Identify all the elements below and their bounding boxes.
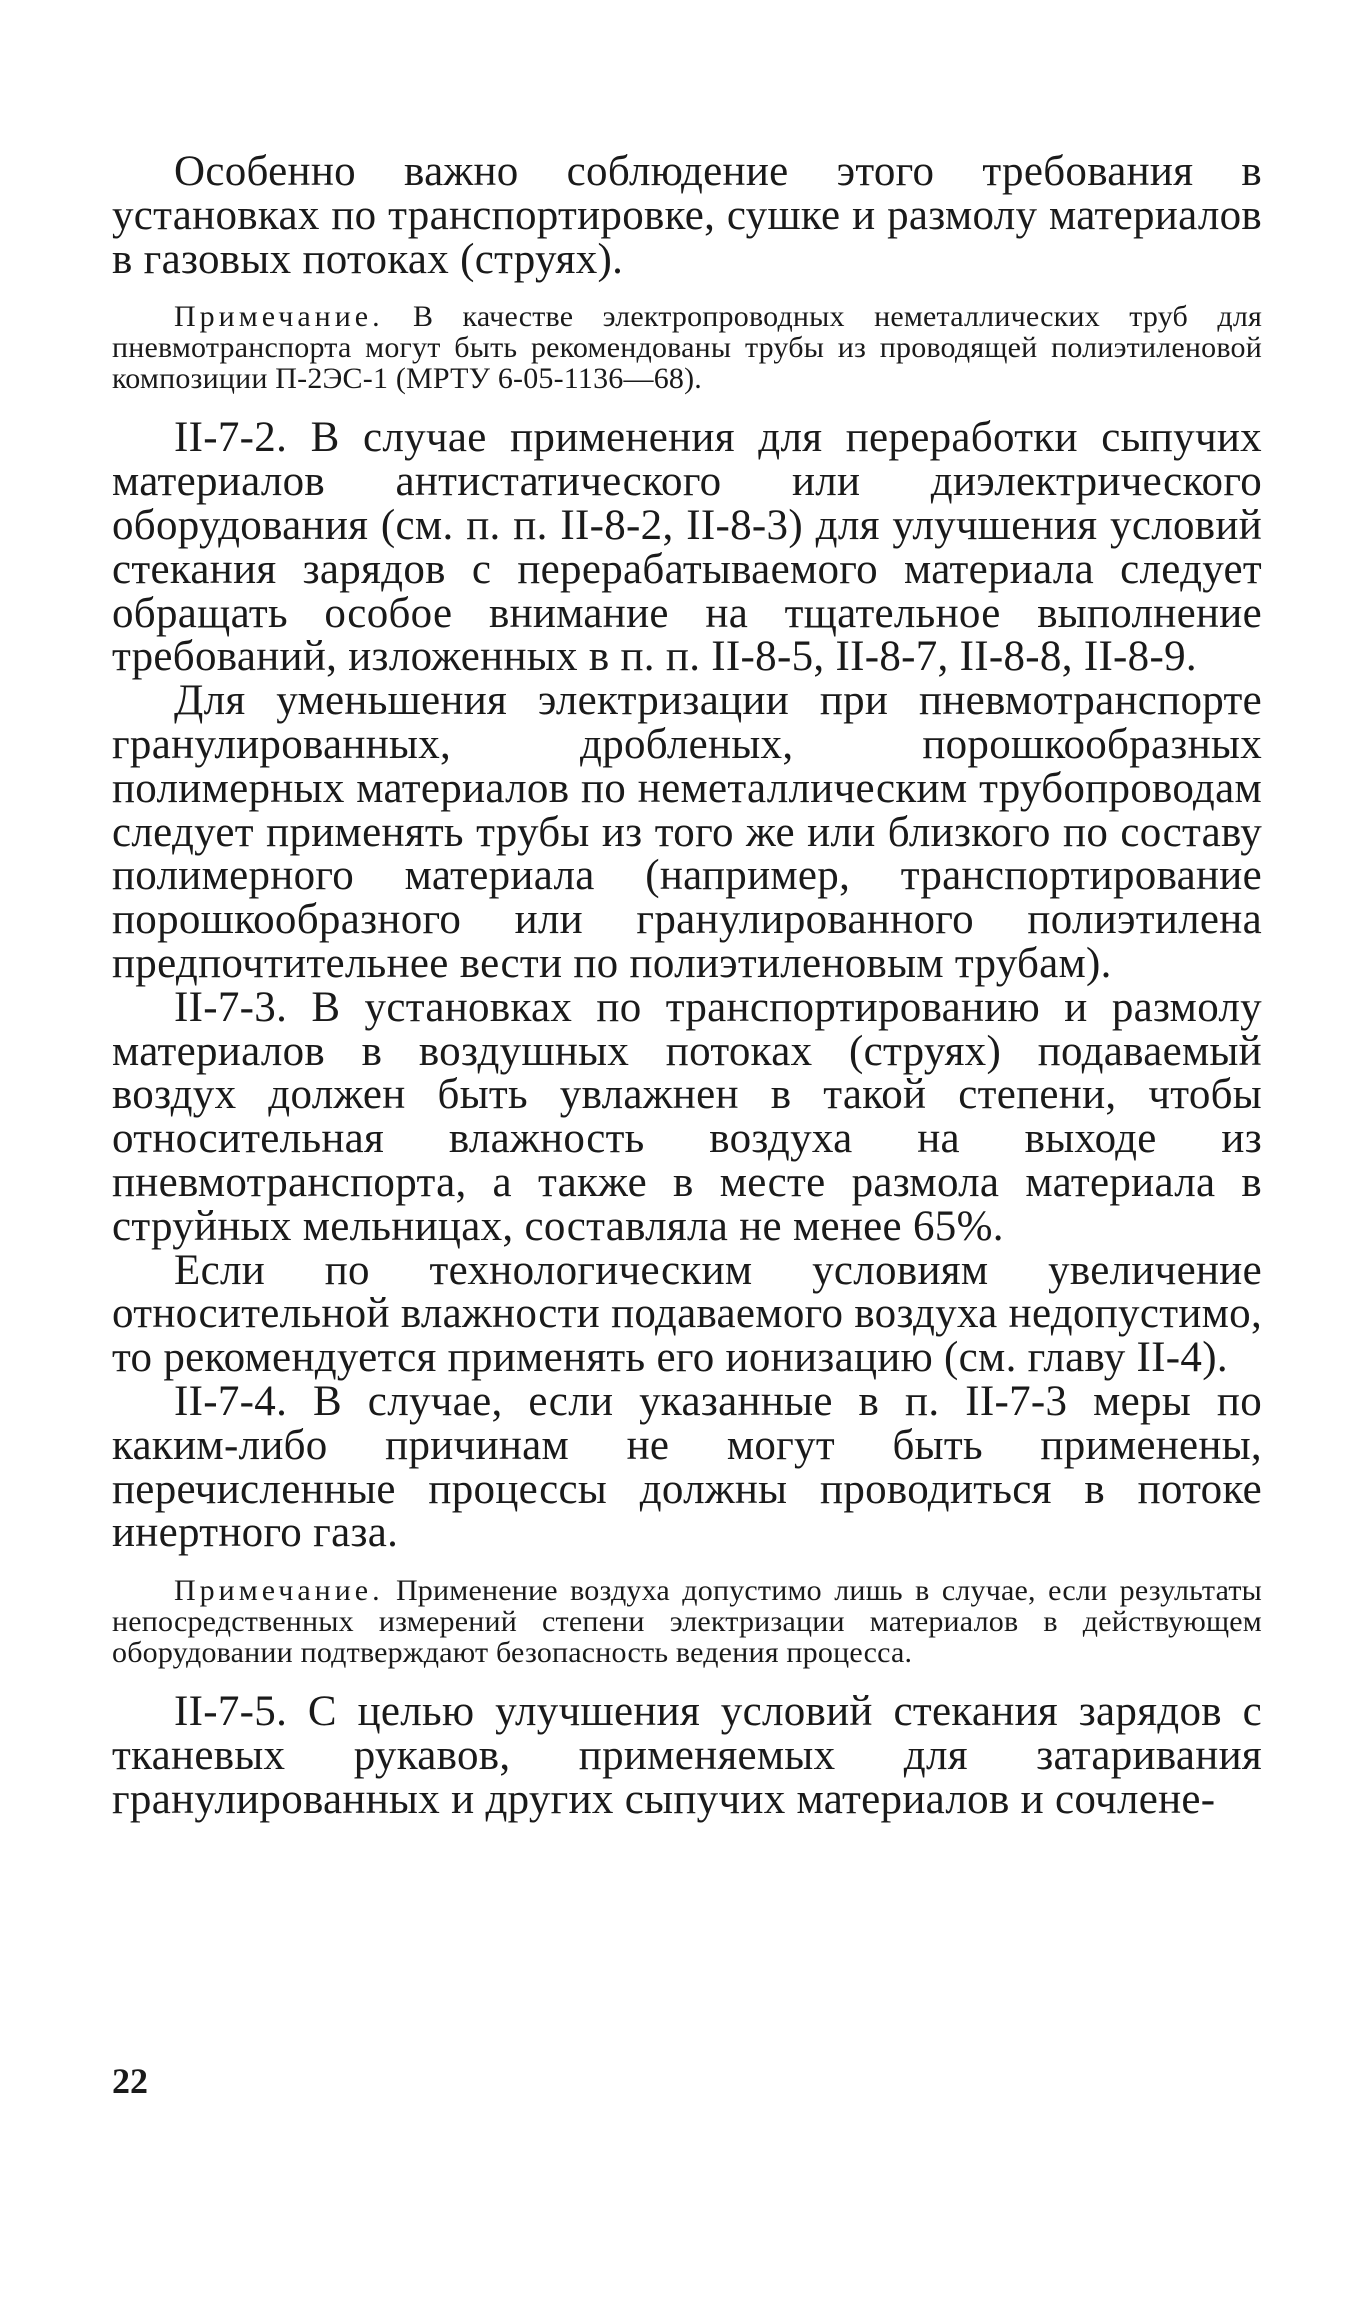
paragraph-II-7-4: II-7-4. В случае, если указанные в п. II-7-3 меры по каким-либо причинам не могут быть применены, перечисленные процессы должны проводиться в потоке инертного газа. xyxy=(112,1377,1262,1557)
note-text: Применение воздуха допустимо лишь в случае, если результаты непосредственных измерений степени электризации материалов в действующем оборудовании подтверждают безопасность ведения процесса. xyxy=(112,1574,1262,1670)
paragraph-II-7-2: II-7-2. В случае применения для переработки сыпучих материалов антистатического или диэлектрического оборудования (см. п. п. II-8-2, II-8-3) для улучшения условий стекания зарядов с перерабатываемого материала следует обращать особое внимание на тщательное выполнение требований, изложенных в п. п. II-8-5, II-8-7, II-8-8, II-8-9. xyxy=(112,414,1262,681)
page-number: 22 xyxy=(112,2061,148,2101)
note-label: Примечание. xyxy=(174,300,384,334)
paragraph-electrization-reduction: Для уменьшения электризации при пневмотранспорте гранулированных, дробленых, порошкообразных полимерных материалов по неметаллическим трубопроводам следует применять трубы из того же или близкого по составу полимерного материала (например, транспортирование порошкообразного или гранулированного полиэтилена предпочтительнее вести по полиэтиленовым трубам). xyxy=(112,677,1262,987)
page-body xyxy=(112,150,1262,1822)
note-conductive-pipes xyxy=(112,301,1262,394)
paragraph-ionization: Если по технологическим условиям увеличение относительной влажности подаваемого воздуха недопустимо, то рекомендуется применять его ионизацию (см. главу II-4). xyxy=(112,1246,1262,1382)
note-air-usage xyxy=(112,1575,1262,1668)
note-text: В качестве электропроводных неметаллических труб для пневмотранспорта могут быть рекомендованы трубы из проводящей полиэтиленовой композиции П-2ЭС-1 (МРТУ 6-05-1136—68). xyxy=(112,300,1262,396)
note-label: Примечание. xyxy=(174,1574,384,1608)
paragraph-II-7-3: II-7-3. В установках по транспортированию и размолу материалов в воздушных потоках (струях) подаваемый воздух должен быть увлажнен в такой степени, чтобы относительная влажность воздуха на выходе из пневмотранспорта, а также в месте размола материала в струйных мельницах, составляла не менее 65%. xyxy=(112,983,1262,1250)
paragraph-humidity-requirement: Особенно важно соблюдение этого требования в установках по транспортировке, сушке и размолу материалов в газовых потоках (струях). xyxy=(112,148,1262,283)
paragraph-II-7-5: II-7-5. С целью улучшения условий стекания зарядов с тканевых рукавов, применяемых для затаривания гранулированных и других сыпучих материалов и сочлене- xyxy=(112,1688,1262,1823)
